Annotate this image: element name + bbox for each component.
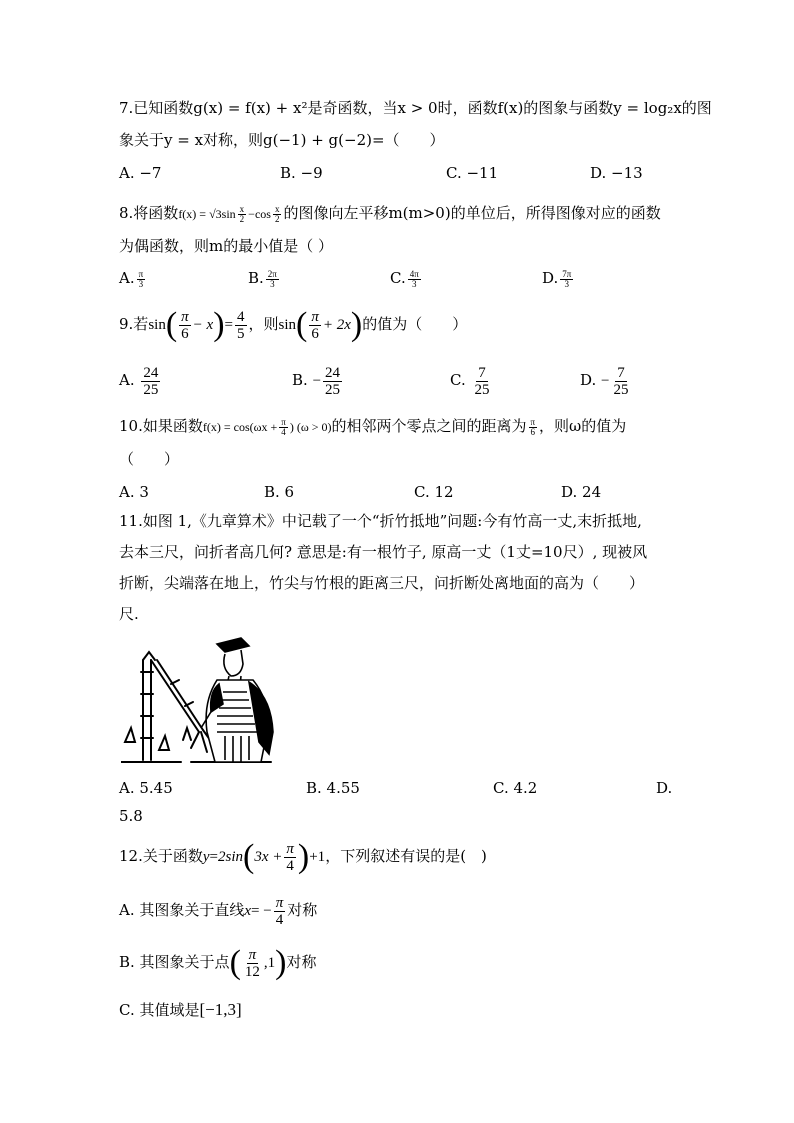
q12-plus1: +1: [309, 849, 326, 865]
q7-option-d: D. −13: [590, 164, 643, 182]
q9-frac-pi6-b: [309, 309, 321, 342]
q10-prefix: 10.如果函数: [119, 417, 203, 435]
q12-y: y: [202, 849, 210, 865]
q8-line1: [119, 203, 661, 224]
q8-option-frac: [560, 270, 573, 289]
frac-num: π: [275, 894, 284, 911]
q11-option-d: D.: [656, 779, 673, 797]
q12-3x-plus: 3x +: [254, 849, 283, 865]
q8-suffix: 的图像向左平移m(m>0)的单位后，所得图像对应的函数: [283, 204, 661, 222]
q12-2sin: 2sin: [218, 849, 244, 865]
q12-eq: =: [209, 849, 218, 865]
q8-option-letter: A.: [119, 269, 135, 287]
q7-line2: 象关于y = x对称，则g(−1) + g(−2)=（ ）: [119, 131, 445, 149]
q9-lparen2: (: [296, 306, 308, 343]
option-sign: −: [601, 373, 610, 389]
q12-line: [119, 838, 487, 875]
q10-mid: 的相邻两个零点之间的距离为: [331, 417, 527, 435]
q9-prefix: 9.若: [119, 315, 149, 333]
q8-frac-den: 2: [274, 213, 280, 224]
q10-frac-pi6: [529, 418, 538, 437]
q8-frac-num: x: [274, 203, 280, 214]
q9-option-c: [450, 362, 494, 399]
q12-suffix: ，下列叙述有误的是( ): [325, 847, 487, 865]
q11-line1: 11.如图 1,《九章算术》中记载了一个“折竹抵地”问题:今有竹高一丈,末折抵地,: [119, 512, 642, 530]
q7-line1: 7.已知函数g(x) = f(x) + x²是奇函数，当x > 0时，函数f(x)的图象与函数y = log₂x的图: [119, 99, 712, 117]
frac-num: π: [281, 416, 286, 427]
frac-den: 4: [281, 426, 286, 437]
frac-num: π: [181, 308, 189, 325]
q8-option-letter: D.: [542, 269, 559, 287]
frac-num: 24: [143, 364, 159, 381]
frac-den: 3: [138, 278, 144, 289]
frac-den: 12: [244, 963, 260, 980]
q8-formula-part1: f(x) = √3sin: [178, 207, 236, 221]
q12-lparen: (: [243, 838, 255, 875]
frac-num: 7π: [562, 268, 572, 279]
frac-den: 25: [474, 381, 490, 398]
frac-den: 6: [530, 426, 536, 437]
frac-den: 3: [564, 278, 570, 289]
q9-option-a: [119, 362, 162, 399]
frac-den: 3: [270, 278, 275, 289]
q8-prefix: 8.将函数: [119, 204, 179, 222]
q12-b-lparen: (: [229, 944, 241, 981]
q10-formula-a: f(x) = cos(ωx +: [202, 420, 278, 434]
frac-num: 24: [325, 364, 341, 381]
q7-option-b: B. −9: [280, 164, 323, 182]
q10-option-a: A. 3: [119, 483, 149, 501]
q8-option-letter: B.: [248, 269, 264, 287]
frac-den: 6: [311, 325, 319, 342]
q11-line3: 折断，尖端落在地上，竹尖与竹根的距离三尺，问折断处离地面的高为（ ）: [119, 574, 645, 592]
q12-a-x: x: [244, 903, 252, 919]
q11-option-c: C. 4.2: [493, 779, 538, 797]
frac-num: 7: [617, 364, 625, 381]
frac-den: 4: [286, 857, 294, 874]
q12-a-text: A. 其图象关于直线: [119, 901, 245, 919]
q7-option-c: C. −11: [446, 164, 499, 182]
frac-num: π: [286, 840, 294, 857]
q9-line: [119, 306, 467, 343]
q9-lparen: (: [165, 306, 178, 343]
q12-c-range: [−1,3]: [199, 1000, 242, 1019]
q11-option-d-value: 5.8: [119, 807, 143, 825]
q11-option-a: A. 5.45: [119, 779, 173, 797]
option-letter: C.: [450, 371, 466, 389]
q12-frac-pi4: [284, 841, 296, 874]
q11-line4: 尺.: [119, 605, 139, 623]
frac-den: 25: [613, 381, 629, 398]
q11-option-b: B. 4.55: [306, 779, 360, 797]
frac-den: 3: [411, 278, 417, 289]
frac-num: 7: [478, 364, 486, 381]
q10-option-d: D. 24: [561, 483, 602, 501]
option-frac: [323, 365, 342, 398]
q12-a-eq: = −: [251, 903, 272, 919]
q12-b-rparen: ): [275, 944, 287, 981]
q9-rparen2: ): [350, 306, 363, 343]
q10-suffix: ，则ω的值为: [539, 417, 627, 435]
frac-num: 4π: [409, 268, 419, 279]
q8-option-b: [248, 268, 281, 289]
option-sign: −: [312, 373, 322, 389]
option-letter: B.: [292, 371, 308, 389]
q8-option-frac: [266, 270, 279, 289]
q12-option-b: [119, 944, 316, 981]
option-frac: [612, 365, 631, 398]
frac-den: 4: [275, 911, 284, 928]
q12-c-text: C. 其值域是: [119, 1001, 200, 1019]
q9-rparen: ): [213, 306, 225, 343]
q10-option-b: B. 6: [264, 483, 295, 501]
q9-suffix: 的值为（ ）: [362, 315, 468, 333]
q11-line2: 去本三尺，问折者高几何? 意思是:有一根竹子, 原高一丈（1丈=10尺）, 现被风: [119, 543, 648, 561]
q8-option-a: [119, 268, 147, 289]
frac-num: 2π: [267, 268, 277, 279]
q9-then: ，则: [248, 315, 279, 333]
q8-option-frac: [408, 270, 421, 289]
q8-option-frac: [137, 270, 146, 289]
frac-num: π: [138, 268, 144, 279]
q12-rparen: ): [297, 838, 310, 875]
q12-prefix: 12.关于函数: [119, 847, 203, 865]
q9-plus-2x: + 2x: [322, 317, 351, 333]
frac-den: 25: [143, 381, 159, 398]
q8-frac-x2-a: [238, 205, 247, 224]
frac-den: 5: [237, 325, 245, 342]
q8-option-letter: C.: [390, 269, 406, 287]
frac-num: π: [530, 416, 536, 427]
q8-frac-den: 2: [239, 213, 245, 224]
q7-option-a: A. −7: [119, 164, 162, 182]
q10-option-c: C. 12: [414, 483, 454, 501]
q9-sin2: sin: [278, 317, 297, 333]
q8-frac-num: x: [239, 203, 245, 214]
bamboo-scholar-illustration: [121, 632, 277, 772]
q10-line1: [119, 416, 626, 437]
q12-b-text: B. 其图象关于点: [119, 953, 230, 971]
frac-den: 6: [181, 325, 189, 342]
q9-option-d: [580, 362, 633, 399]
q8-formula-part2: −cos: [248, 207, 271, 221]
option-frac: [473, 365, 492, 398]
q9-minus-x: − x: [192, 317, 214, 333]
q12-option-a: [119, 892, 317, 929]
q10-formula-b: ) (ω > 0): [289, 420, 332, 434]
frac-num: 4: [237, 308, 245, 325]
frac-num: π: [311, 308, 319, 325]
q12-option-c: [119, 998, 242, 1022]
frac-den: 25: [325, 381, 341, 398]
q9-eq: =: [224, 317, 233, 333]
q9-frac-45: [235, 309, 247, 342]
q12-b-frac: [243, 947, 262, 980]
q8-line2: 为偶函数，则m的最小值是（ ）: [119, 237, 333, 255]
option-frac: [141, 365, 160, 398]
q12-b-one: ,1: [263, 955, 276, 971]
q9-frac-pi6: [179, 309, 191, 342]
q8-option-d: [542, 268, 575, 289]
q8-frac-x2-b: [273, 205, 282, 224]
frac-num: π: [248, 946, 257, 963]
q12-b-suffix: 对称: [286, 953, 317, 971]
option-letter: A.: [119, 371, 135, 389]
q9-sin: sin: [148, 317, 166, 333]
q10-frac-pi4: [279, 418, 288, 437]
q8-option-c: [390, 268, 423, 289]
q9-option-b: [292, 362, 344, 399]
q12-a-frac: [274, 895, 286, 928]
option-letter: D.: [580, 371, 597, 389]
q12-a-suffix: 对称: [287, 901, 318, 919]
q10-line2: （ ）: [119, 450, 180, 468]
